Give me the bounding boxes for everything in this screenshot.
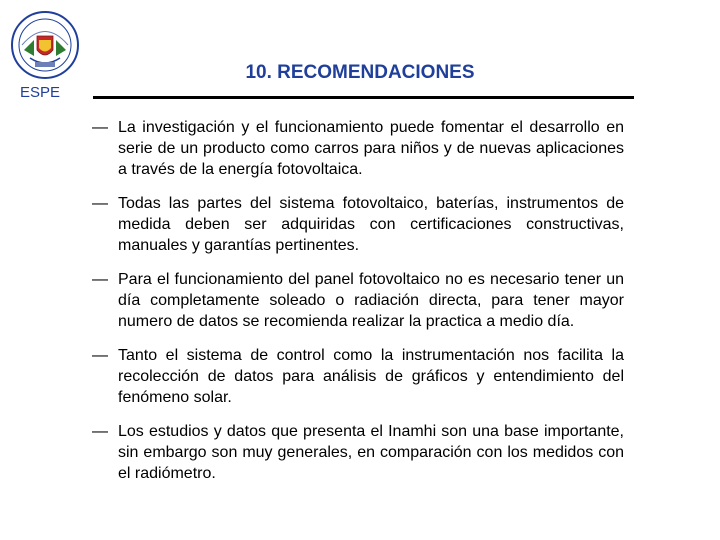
item-text: Los estudios y datos que presenta el Inamhi son una base importante, sin embargo son muy generales, en comparación con los medidos con el radiómetro. — [118, 423, 624, 482]
bullet-dash: — — [92, 195, 108, 212]
list-item — [92, 421, 624, 484]
bullet-dash: — — [92, 423, 108, 440]
list-item — [92, 345, 624, 408]
bullet-dash: — — [92, 347, 108, 364]
title-underline — [93, 96, 634, 99]
list-item — [92, 193, 624, 256]
item-text: La investigación y el funcionamiento puede fomentar el desarrollo en serie de un producto como carros para niños y de nuevas aplicaciones a través de la energía fotovoltaica. — [118, 119, 624, 178]
bullet-dash: — — [92, 271, 108, 288]
bullet-dash: — — [92, 119, 108, 136]
item-text: Para el funcionamiento del panel fotovoltaico no es necesario tener un día completamente soleado o radiación directa, para tener mayor numero de datos se recomienda realizar la practica a medio día. — [118, 271, 624, 330]
list-item — [92, 117, 624, 180]
list-item — [92, 269, 624, 332]
page-title: 10. RECOMENDACIONES — [245, 62, 475, 83]
espe-label: ESPE — [20, 84, 61, 101]
recommendations-list — [92, 117, 624, 497]
item-text: Tanto el sistema de control como la instrumentación nos facilita la recolección de datos para análisis de gráficos y entendimiento del fenómeno solar. — [118, 347, 624, 406]
item-text: Todas las partes del sistema fotovoltaico, baterías, instrumentos de medida deben ser adquiridas con certificaciones constructivas, manuales y garantías pertinentes. — [118, 195, 624, 254]
